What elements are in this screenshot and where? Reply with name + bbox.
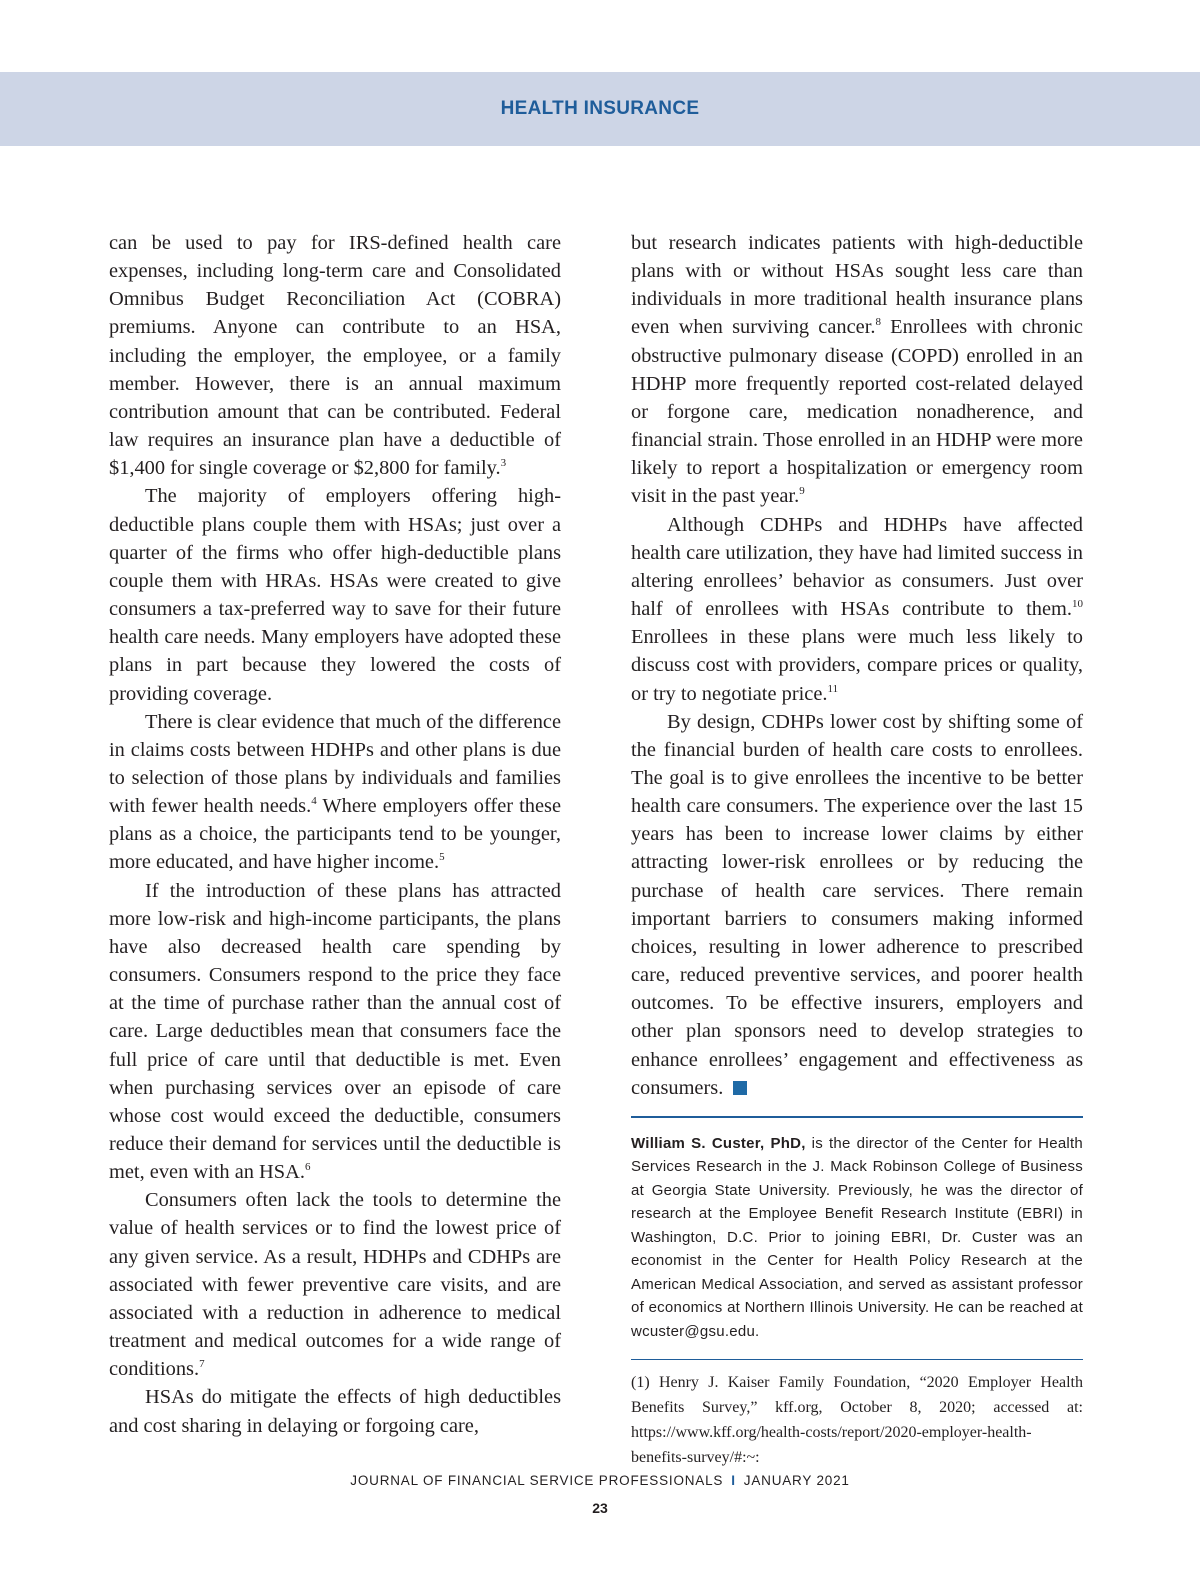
footnote: (1) Henry J. Kaiser Family Foundation, “2020 Employer Health Benefits Survey,” kff.org, October 8, 2020; accessed at: https://www.kff.org/health-costs/report/2020-employer-health-benefits-survey/#:~: (631, 1374, 1083, 1467)
author-name: William S. Custer, PhD, (631, 1134, 806, 1152)
header-band (0, 72, 1200, 146)
footnote-ref: 8 (875, 316, 881, 329)
footnote-ref: 10 (1072, 598, 1083, 611)
paragraph: Consumers often lack the tools to determine the value of health services or to find the lowest price of any given service. As a result, HDHPs and CDHPs are associated with fewer preventive care visits, and are associated with a reduction in adherence to medical treatment and medical outcomes for a wide range of conditions.$^7$ (109, 1189, 561, 1381)
paragraph: By design, CDHPs lower cost by shifting some of the financial burden of health care costs to enrollees. The goal is to give enrollees the incentive to be better health care consumers. The experience over the last 15 years has been to increase lower claims by either attracting lower-risk enrollees or by reducing the purchase of health care services. There remain important barriers to consumers making informed choices, resulting in lower adherence to prescribed care, reduced preventive services, and poorer health outcomes. To be effective insurers, employers and other plan sponsors need to develop strategies to enhance enrollees’ engagement and effectiveness as consumers. (631, 710, 1083, 1099)
footnote-ref: 5 (439, 851, 445, 864)
footnote-ref: 7 (199, 1358, 205, 1371)
paragraph: can be used to pay for IRS-defined health care expenses, including long-term care and Consolidated Omnibus Budget Reconciliation Act (COBRA) premiums. Anyone can contribute to an HSA, including the employer, the employee, or a family member. However, there is an annual maximum contribution amount that can be contributed. Federal law requires an insurance plan have a deductible of $1,400 for single coverage or $2,800 for family.$^3$ (109, 232, 561, 480)
paragraph: HSAs do mitigate the effects of high deductibles and cost sharing in delaying or forgoing care, (109, 1386, 561, 1437)
paragraph: but research indicates patients with high-deductible plans with or without HSAs sought less care than individuals in more traditional health insurance plans even when surviving cancer.$^8$ Enrollees with chronic obstructive pulmonary disease (COPD) enrolled in an HDHP more frequently reported cost-related delayed or forgone care, medication nonadherence, and financial strain. Those enrolled in an HDHP were more likely to report a hospitalization or emergency room visit in the past year.$^9$ (631, 232, 1083, 508)
author-bio: William S. Custer, PhD, is the director of the Center for Health Services Research in the J. Mack Robinson College of Business at Georgia State University. Previously, he was the director of research at the Employee Benefit Research Institute (EBRI) in Washington, D.C. Prior to joining EBRI, Dr. Custer was an economist in the Center for Health Policy Research at the American Medical Association, and served as assistant professor of economics at Northern Illinois University. He can be reached at wcuster@gsu.edu. (631, 1134, 1083, 1340)
footnote-ref: 11 (827, 682, 839, 695)
footnote-ref: 4 (311, 795, 317, 808)
footnote-ref: 9 (799, 485, 805, 498)
footnote-ref: 6 (304, 1161, 311, 1174)
paragraph: There is clear evidence that much of the difference in claims costs between HDHPs and other plans is due to selection of those plans by individuals and families with fewer health needs.$^4$ Where employers offer these plans as a choice, the participants tend to be younger, more educated, and have higher income.$^5$ (109, 710, 562, 874)
section-title: HEALTH INSURANCE (500, 98, 700, 119)
right-column (631, 229, 1083, 1470)
end-of-article-icon (733, 1081, 747, 1095)
page-footer (0, 1473, 1200, 1488)
footnote-divider (631, 1359, 1083, 1360)
journal-name: JOURNAL OF FINANCIAL SERVICE PROFESSIONALS (350, 1473, 724, 1488)
footer-separator: I (731, 1473, 736, 1488)
issue-date: JANUARY 2021 (743, 1473, 850, 1488)
page-number: 23 (592, 1500, 608, 1516)
bio-divider (631, 1116, 1083, 1118)
paragraph: If the introduction of these plans has attracted more low-risk and high-income participants, the plans have also decreased health care spending by consumers. Consumers respond to the price they face at the time of purchase rather than the annual cost of care. Large deductibles mean that consumers face the full price of care until that deductible is met. Even when purchasing services over an episode of care whose cost would exceed the deductible, consumers reduce their demand for services until the deductible is met, even with an HSA.$^6$ (109, 879, 561, 1184)
paragraph: The majority of employers offering high-deductible plans couple them with HSAs; just over a quarter of the firms who offer high-deductible plans couple them with HRAs. HSAs were created to give consumers a tax-preferred way to save for their future health care needs. Many employers have adopted these plans in part because they lowered the costs of providing coverage. (109, 485, 561, 705)
paragraph: Although CDHPs and HDHPs have affected health care utilization, they have had limited success in altering enrollees’ behavior as consumers. Just over half of enrollees with HSAs contribute to them.$^{10}$ Enrollees in these plans were much less likely to discuss cost with providers, compare prices or quality, or try to negotiate price.$^{11}$ (631, 513, 1083, 705)
footnote-ref: 3 (500, 457, 507, 470)
left-column (109, 229, 561, 1440)
